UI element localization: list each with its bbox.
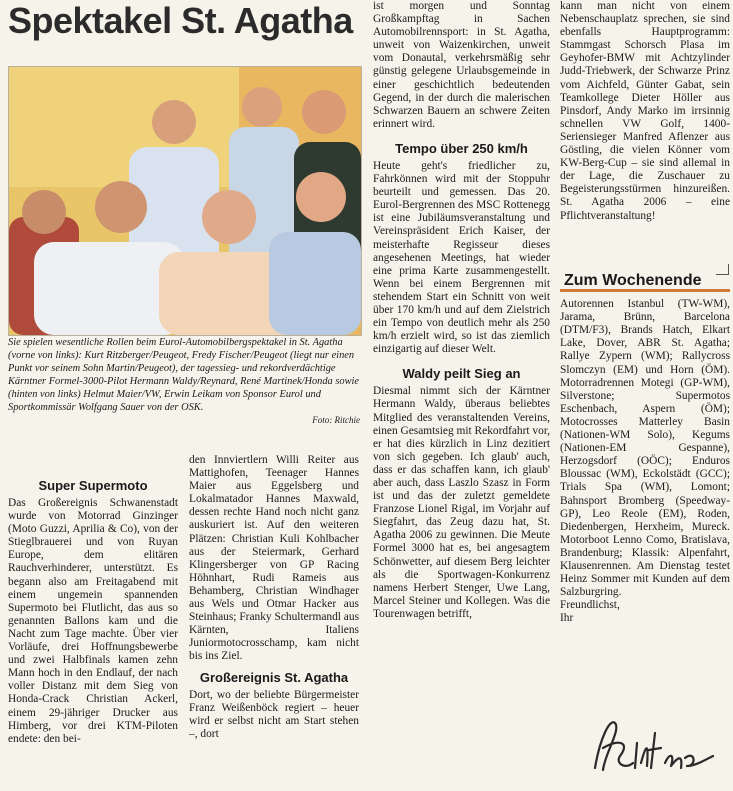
article-text: den Innviertlern Willi Reiter aus Mattighofen, Teenager Hannes Maier aus Eggelsberg und Lokalmatador Hannes Maxwald, dessen rechte Hand noch nicht ganz auskuriert ist. Auf den weiteren Plätzen: Christian Kuli Kohlbacher aus der Steiermark, Gerhard Klingersberger von GP Racing Höhnhart, Rudi Rameis aus Behamberg, Christian Windhager aus Wels und Otmar Hacker aus Steinhaus; Franky Schultermandl aus Kärnten, Italiens Juniormotocrosschamp, kam nicht bis ins Ziel. (189, 454, 359, 663)
subheading-grossereignis: Großereignis St. Agatha (199, 669, 349, 685)
caption-text: Sie spielen wesentliche Rollen beim Eurol-Automobilbergspektakel in St. Agatha (vorne von links): Kurt Ritzberger/Peugeot, Fredy Fischer/Peugeot (liegt nur einen Punkt vor seinem Sohn Martin/Peugeot), der tagessieg- und rekordverdächtige Kärntner Formel-3000-Pilot Hermann Waldy/Reynard, René Martinek/Honda sowie (hinten von links) Helmut Maier/VW, Erwin Leikam von Sponsor Eurol und Sportkommissär Wolfgang Sauer von der OSK. (8, 337, 360, 413)
subheading-tempo: Tempo über 250 km/h (395, 140, 528, 156)
photo-caption (8, 336, 360, 427)
article-text: Das Großereignis Schwanenstadt wurde von Motorrad Ginzinger (Moto Guzzi, Aprilia & Co), von der Stieglbrauerei und von Ruyan Europe, dem elitären Rauchverhinderer, unterstützt. Es begann also am Freitagabend mit einem ungemein spannenden Supermoto bei Flutlicht, das aus so genannten Ballons kam und die Nacht zum Tage machte. Über vier Vorläufe, drei Hoffnungsbewerbe und zwei Halbfinals kamen zehn Mann hoch in den Endlauf, der nach voller Distanz mit dem Sieg von Honda-Crack Christian Ackerl, einem 29-jähriger Drucker aus Himberg, vor drei KTM-Piloten endete: den bei- (8, 497, 178, 745)
subheading-waldy: Waldy peilt Sieg an (402, 366, 521, 382)
article-text: kann man nicht von einem Nebenschauplatz sprechen, sie sind ebenfalls Hauptprogramm: Stammgast Schorsch Plasa im Geyhofer-BMW mit Achtzylinder Judd-Triebwerk, der Schwarze Prinz vom Aichfeld, Günter Gabat, sein Teamkollege Dieter Höller aus Pinsdorf, Andy Marko im irrsinnig schnellen VW Golf, 1400-Seriensieger Manfred Aflenzer aus Göstling, die vielen Könner vom KW-Berg-Cup – sie sind allemal in der Lage, die Zuschauer zu Begeisterungsstürmen hinzureißen. St. Agatha 2006 – eine Pflichtveranstaltung! (560, 0, 730, 222)
wochenende-text: Autorennen Istanbul (TW-WM), Jarama, Brünn, Barcelona (DTM/F3), Brands Hatch, Elkart Lake, Dover, ABR St. Agatha; Rallye Zypern (WM); Rallycross Slomczyn (EM) und Horn (ÖM). Motorradrennen Motegi (GP-WM), Silverstone; Supermotos Eschenbach, Aspern (ÖM); Motocrosses Matterley Basin (Nationen-WM Solo), Kegums (Nationen-EM Gespanne), Herzogsdorf (OÖC); Enduros Bloussac (WM), Eckolstädt (GCC); Trials Spa (WM), Lomont; Bahnsport Bromberg (Speedway-GP), Leo Reole (EM), Roden, Diedenbergen, Herxheim, Mureck. Motorboot Lenno Como, Bratislava, Brandenburg; Klassik: Alpenfahrt, Klausenrennen. Am Dienstag testet Heinz Sommer mit Kunden auf dem Salzburgring. (560, 298, 730, 599)
column-continuation (189, 454, 359, 741)
signature-icon (585, 708, 725, 786)
column-tempo (373, 0, 550, 621)
column-super-supermoto (8, 478, 178, 746)
column-nebenschauplatz (560, 0, 730, 223)
closing-line: Freundlichst, (560, 599, 620, 612)
subheading-super-supermoto: Super Supermoto (38, 478, 148, 493)
headline: Spektakel St. Agatha (8, 0, 353, 41)
article-text: ist morgen und Sonntag Großkampftag in Sachen Automobilrennsport: in St. Agatha, unweit von Waizenkirchen, unweit vom Donautal, verkehrsmäßig sehr günstig gelegene Urlaubsgemeinde in einer geschichtlich bedeutenden Gegend, in der durch die malerischen Schwarzen Bauern an schwere Zeiten erinnert wird. (373, 0, 550, 130)
group-photo (8, 66, 362, 336)
group-photo-illustration (9, 67, 361, 335)
box-zum-wochenende (560, 272, 730, 625)
article-text: Diesmal nimmt sich der Kärntner Hermann Waldy, überaus beliebtes Mitglied des veranstaltenden Vereins, einen Gesamtsieg mit Rekordfahrt vor, er hat dies kürzlich in Linz dezitiert von sich gegeben. Ich glaub' auch, dass er das schaffen kann, ich glaub' aber auch, dass Laszlo Szasz in Form ist und das der zuletzt gemeldete Franzose Lionel Rigal, im Vorjahr auf Siegfahrt, das Zeug dazu hat, St. Agatha 2006 zu gewinnen. Die Meute Formel 3000 hat es, bei angesagtem Schönwetter, auf diesem Berg leichter als die Sportwagen-Konkurrenz namens Herbert Stenger, Uwe Lang, Marcel Steiner und Kollegen. Was die Tourenwagen betrifft, (373, 385, 550, 620)
photo-credit: Foto: Ritchie (312, 415, 360, 425)
closing-line-2: Ihr (560, 612, 574, 625)
signature-ritchie (585, 708, 725, 786)
article-text: Heute geht's friedlicher zu, Fahrkönnen wird mit der Stoppuhr beurteilt und gemessen. Das 20. Eurol-Bergrennen des MSC Rottenegg ist eine Jubiläumsveranstaltung und Vereinspräsident Erich Kaiser, der meisterhafte Regisseur dieses angesehenen Meetings, hat wieder eine prima Karte zusammengestellt. Wenn bei einem Bergrennen mit stehendem Start ein Schnitt von weit über 170 km/h und auf dem Zielstrich ein Tempo von deutlich mehr als 250 km/h erzielt wird, so ist das ziemlich einzigartig auf dieser Welt. (373, 159, 550, 356)
article-text: Dort, wo der beliebte Bürgermeister Franz Weißenböck regiert – heuer wird er selbst nicht am Start stehen –, dort (189, 688, 359, 740)
wochenende-heading: Zum Wochenende (560, 272, 730, 292)
